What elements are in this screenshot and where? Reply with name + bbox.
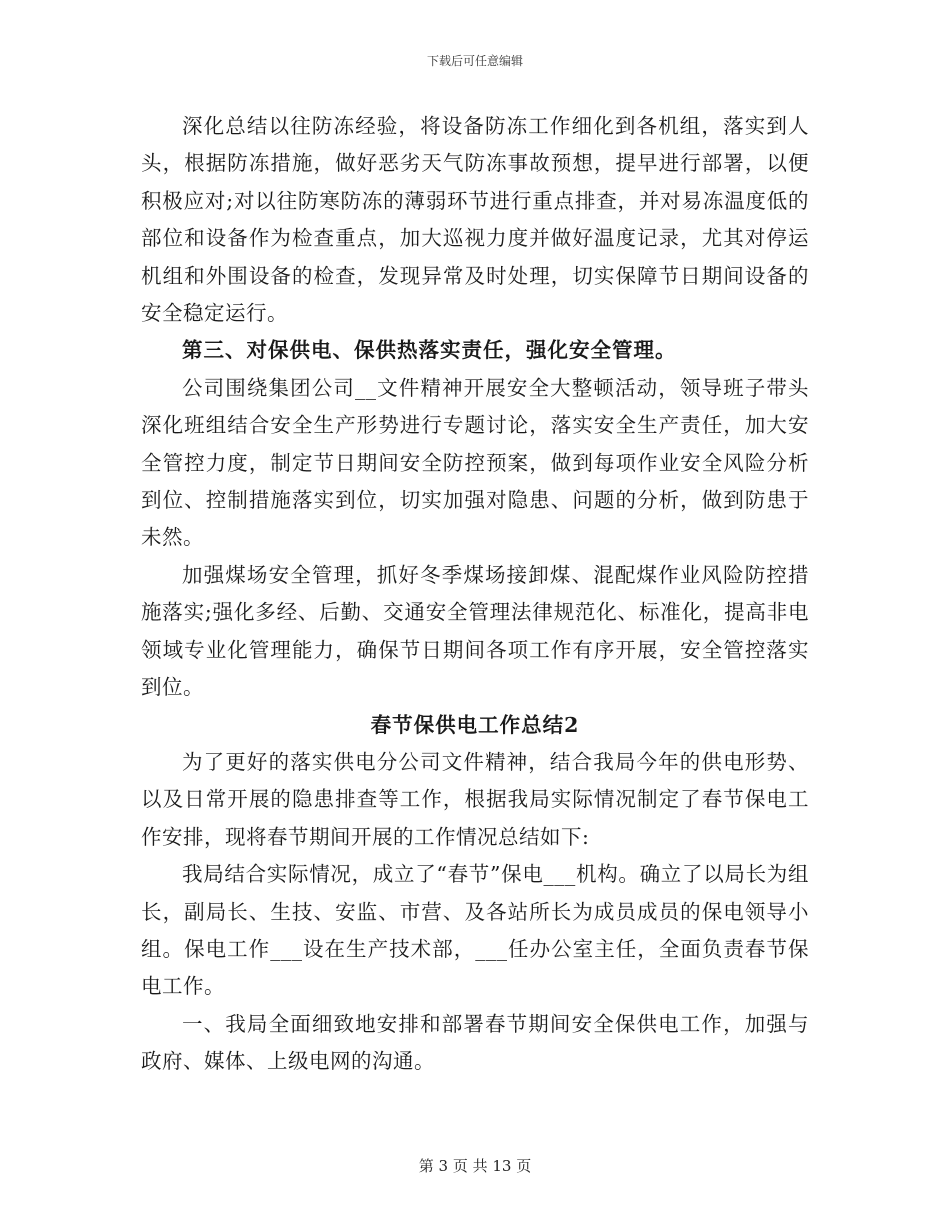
paragraph-point-one: 一、我局全面细致地安排和部署春节期间安全保供电工作，加强与政府、媒体、上级电网的沟通。: [141, 1011, 809, 1074]
paragraph-antifreeze: 深化总结以往防冻经验，将设备防冻工作细化到各机组，落实到人头，根据防冻措施，做好恶劣天气防冻事故预想，提早进行部署，以便积极应对;对以往防寒防冻的薄弱环节进行重点排查，并对易冻温度低的部位和设备作为检查重点，加大巡视力度并做好温度记录，尤其对停运机组和外围设备的检查，发现异常及时处理，切实保障节日期间设备的安全稳定运行。: [141, 114, 809, 326]
page-header-note: 下载后可任意编辑: [426, 54, 523, 68]
paragraph-intro: 为了更好的落实供电分公司文件精神，结合我局今年的供电形势、以及日常开展的隐患排查等工作，根据我局实际情况制定了春节保电工作安排，现将春节期间开展的工作情况总结如下:: [141, 749, 809, 849]
paragraph-organization: 我局结合实际情况，成立了“春节”保电___机构。确立了以局长为组长，副局长、生技、安监、市营、及各站所长为成员成员的保电领导小组。保电工作___设在生产技术部，___任办公室主任，全面负责春节保电工作。: [141, 862, 809, 999]
section-heading-third: 第三、对保供电、保供热落实责任，强化安全管理。: [182, 338, 677, 363]
document-body: [141, 108, 809, 1081]
section-title-summary-2: 春节保供电工作总结2: [370, 712, 580, 737]
page-number: 第 3 页 共 13 页: [418, 1157, 532, 1175]
paragraph-coal-yard: 加强煤场安全管理，抓好冬季煤场接卸煤、混配煤作业风险防控措施落实;强化多经、后勤、交通安全管理法律规范化、标准化，提高非电领域专业化管理能力，确保节日期间各项工作有序开展，安全管控落实到位。: [141, 562, 809, 700]
paragraph-safety-campaign: 公司围绕集团公司__文件精神开展安全大整顿活动，领导班子带头深化班组结合安全生产形势进行专题讨论，落实安全生产责任，加大安全管控力度，制定节日期间安全防控预案，做到每项作业安全风险分析到位、控制措施落实到位，切实加强对隐患、问题的分析，做到防患于未然。: [141, 375, 809, 550]
